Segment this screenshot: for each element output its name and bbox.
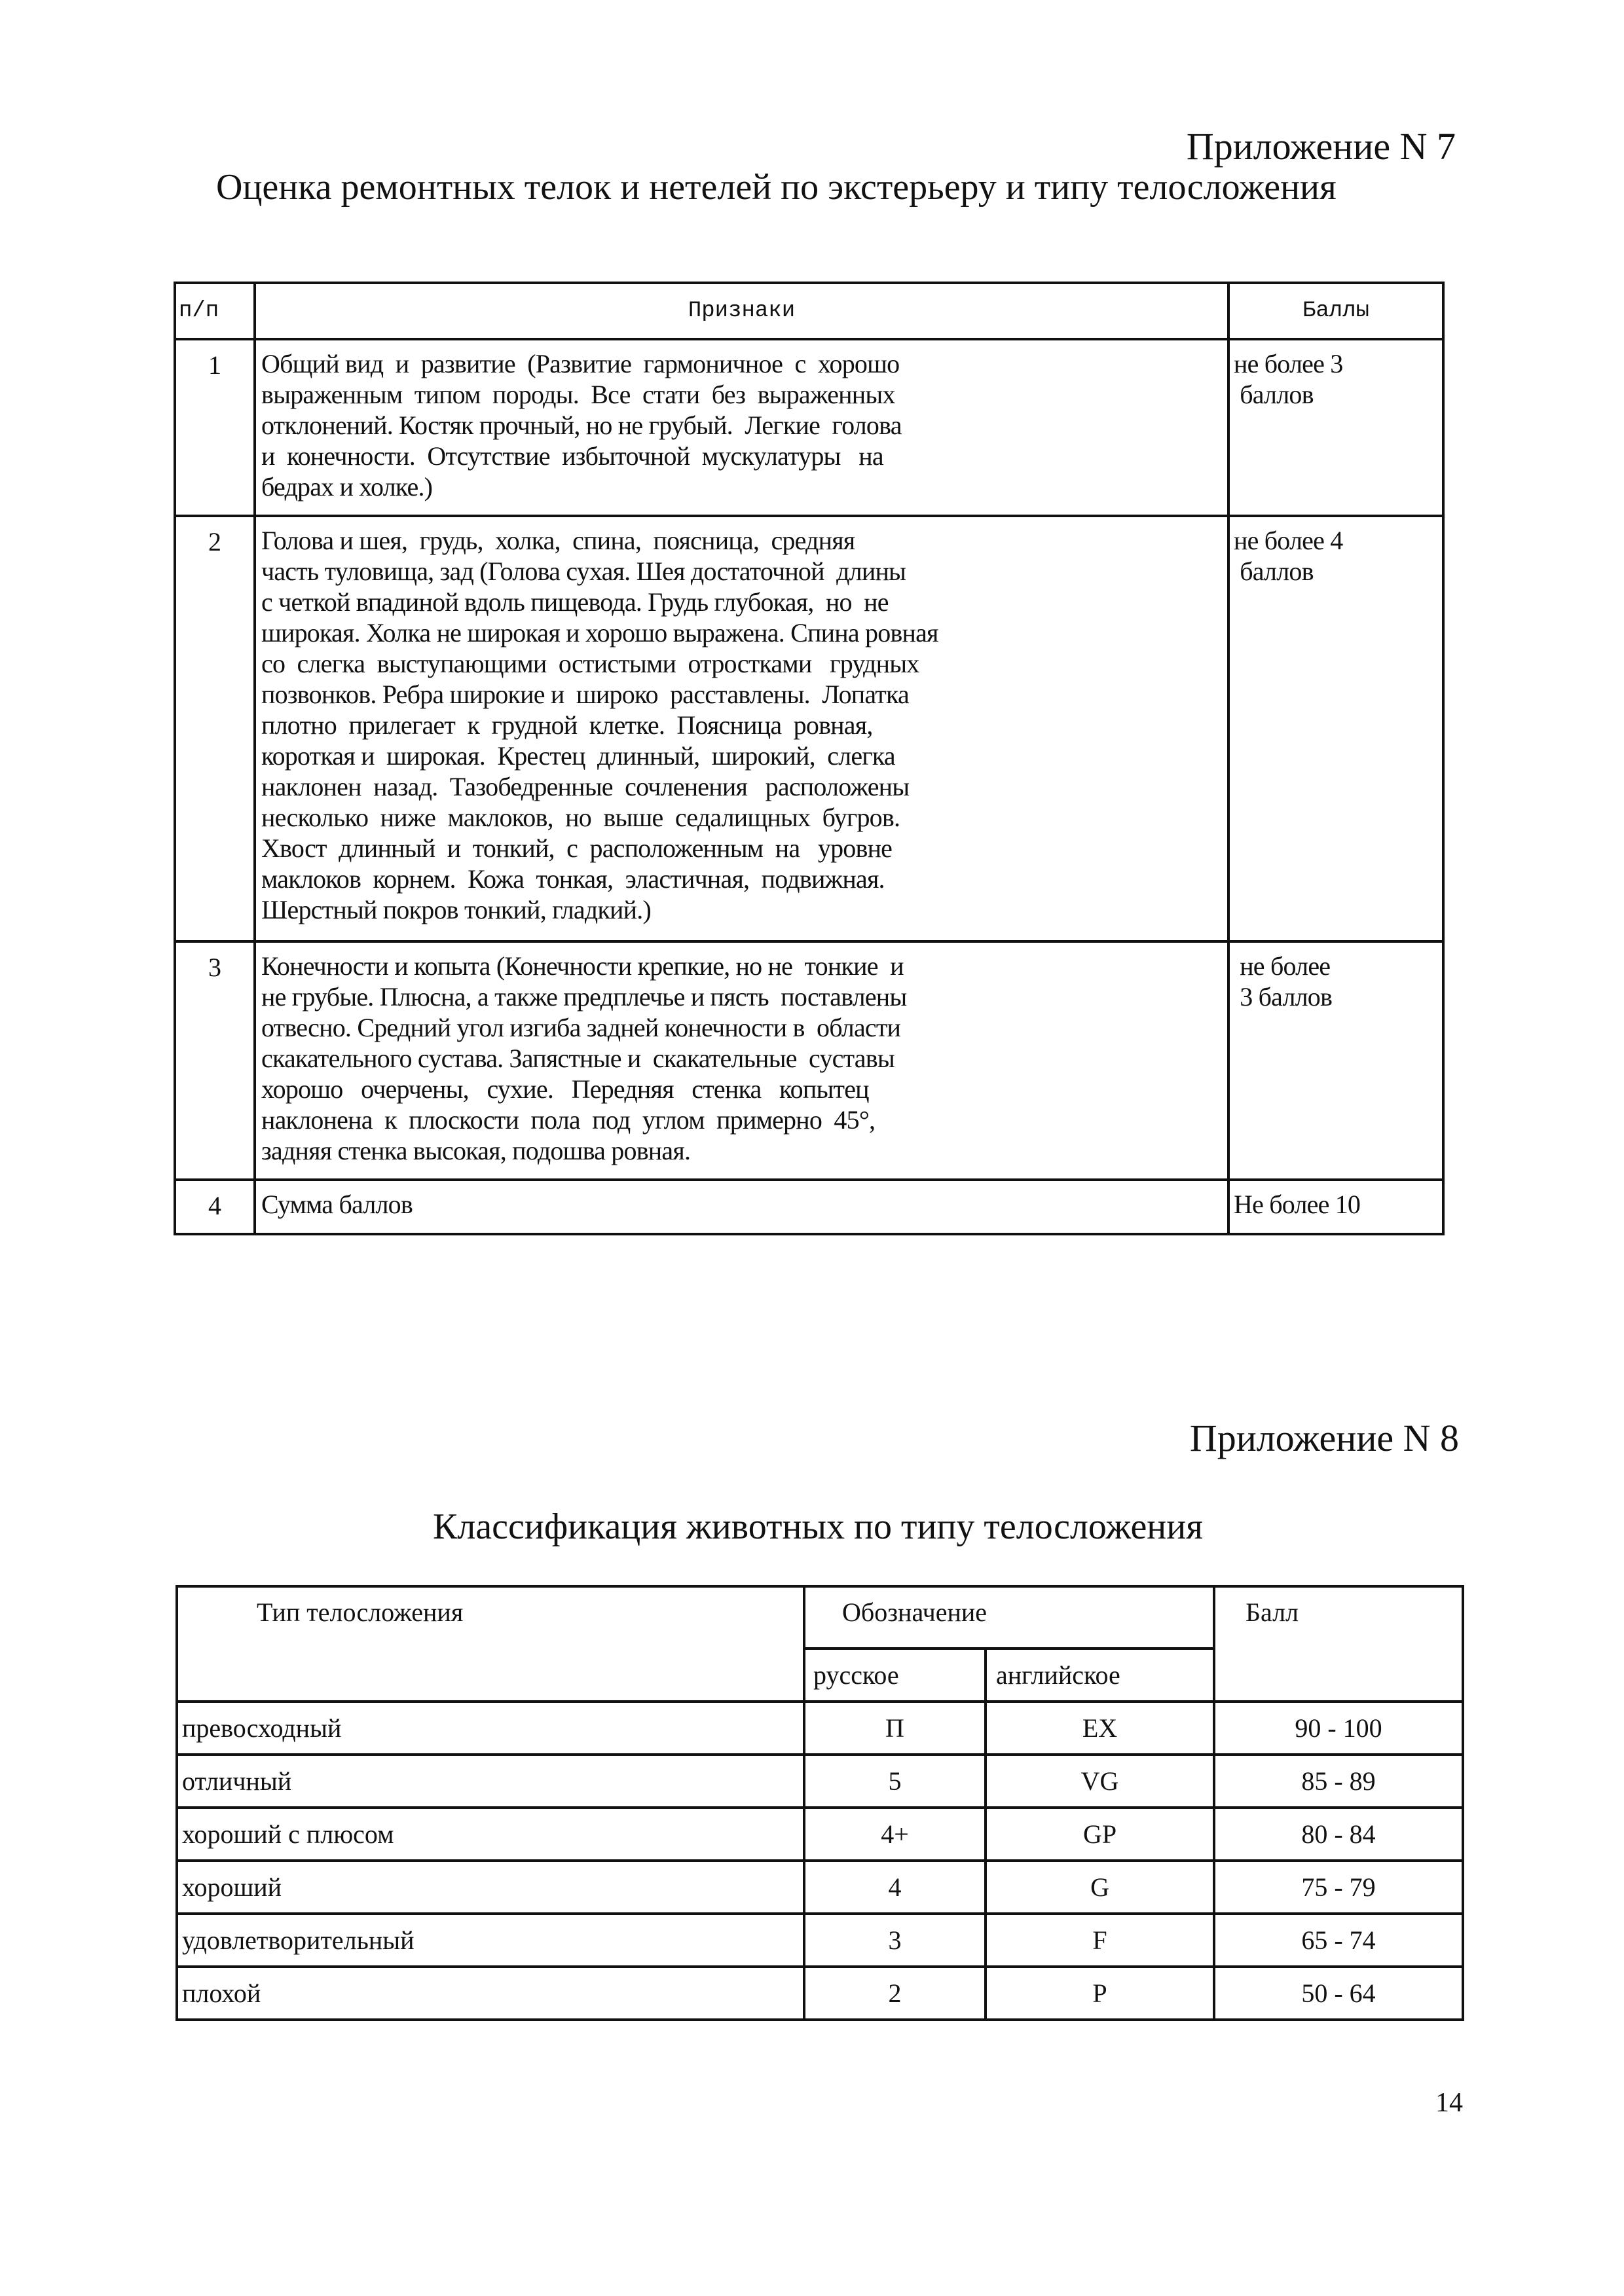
table-row (177, 1914, 1463, 1967)
table-row (177, 1967, 1463, 2020)
table-row (177, 1861, 1463, 1914)
trait-text-line: наклонен назад. Тазобедренные сочленения расположены (261, 772, 910, 801)
table-row (177, 1702, 1463, 1755)
trait-text-line: скакательного сустава. Запястные и скакательные суставы (261, 1044, 895, 1073)
score-range: 75 - 79 (1214, 1861, 1463, 1914)
english-designation: VG (986, 1755, 1214, 1808)
row-points (1228, 339, 1443, 516)
header-points: Баллы (1228, 283, 1443, 339)
score-range: 90 - 100 (1214, 1702, 1463, 1755)
row-number: 1 (175, 339, 255, 516)
trait-text-line: Общий вид и развитие (Развитие гармоничное с хорошо (261, 349, 900, 378)
row-traits (255, 516, 1228, 941)
header-type: Тип телосложения (177, 1586, 804, 1702)
score-range: 80 - 84 (1214, 1808, 1463, 1861)
trait-text-line: задняя стенка высокая, подошва ровная. (261, 1136, 691, 1165)
trait-text-line: широкая. Холка не широкая и хорошо выражена. Спина ровная (261, 618, 938, 647)
trait-text-line: отвесно. Средний угол изгиба задней конечности в области (261, 1013, 901, 1042)
trait-text-line: Конечности и копыта (Конечности крепкие, но не тонкие и (261, 951, 904, 981)
trait-text-line: позвонков. Ребра широкие и широко расставлены. Лопатка (261, 680, 909, 709)
body-type: хороший (177, 1861, 804, 1914)
points-text-line: баллов (1234, 380, 1314, 409)
trait-text-line: не грубые. Плюсна, а также предплечье и пясть поставлены (261, 982, 907, 1011)
row-points (1228, 516, 1443, 941)
english-designation: GP (986, 1808, 1214, 1861)
body-type: хороший с плюсом (177, 1808, 804, 1861)
trait-text-line: Шерстный покров тонкий, гладкий.) (261, 895, 651, 924)
header-russian: русское (804, 1649, 986, 1702)
points-text-line: Не более 10 (1234, 1190, 1361, 1219)
trait-text-line: хорошо очерчены, сухие. Передняя стенка копытец (261, 1074, 869, 1104)
trait-text-line: маклоков корнем. Кожа тонкая, эластичная, подвижная. (261, 864, 885, 894)
trait-text-line: выраженным типом породы. Все стати без выраженных (261, 380, 895, 409)
table-header-row (177, 1586, 1463, 1649)
page-number: 14 (1435, 2088, 1463, 2118)
table-row (177, 1808, 1463, 1861)
body-type: удовлетворительный (177, 1914, 804, 1967)
score-range: 50 - 64 (1214, 1967, 1463, 2020)
trait-text-line: бедрах и холке.) (261, 472, 433, 501)
table-row (177, 1755, 1463, 1808)
english-designation: P (986, 1967, 1214, 2020)
score-range: 85 - 89 (1214, 1755, 1463, 1808)
row-points (1228, 941, 1443, 1180)
trait-text-line: часть туловища, зад (Голова сухая. Шея достаточной длины (261, 556, 906, 586)
row-number: 3 (175, 941, 255, 1180)
russian-designation: 5 (804, 1755, 986, 1808)
table-row (175, 516, 1443, 941)
points-text-line: баллов (1234, 556, 1314, 586)
row-points (1228, 1180, 1443, 1234)
trait-text-line: Голова и шея, грудь, холка, спина, поясница, средняя (261, 526, 855, 555)
points-text-line: не более (1234, 951, 1331, 981)
points-text-line: не более 3 (1234, 349, 1343, 378)
appendix-8-title: Классификация животных по типу телосложения (433, 1506, 1203, 1547)
trait-text-line: Сумма баллов (261, 1190, 413, 1219)
row-number: 4 (175, 1180, 255, 1234)
english-designation: EX (986, 1702, 1214, 1755)
trait-text-line: с четкой впадиной вдоль пищевода. Грудь глубокая, но не (261, 587, 889, 617)
header-designation: Обозначение (804, 1586, 1214, 1649)
appendix-8-label: Приложение N 8 (1189, 1417, 1459, 1459)
trait-text-line: наклонена к плоскости пола под углом примерно 45°, (261, 1105, 876, 1135)
table-row (175, 1180, 1443, 1234)
table-row (175, 339, 1443, 516)
appendix-7-title: Оценка ремонтных телок и нетелей по экстерьеру и типу телосложения (216, 167, 1337, 208)
appendix-7-label: Приложение N 7 (1186, 125, 1456, 168)
trait-text-line: несколько ниже маклоков, но выше седалищных бугров. (261, 803, 900, 832)
header-score: Балл (1214, 1586, 1463, 1702)
russian-designation: 4+ (804, 1808, 986, 1861)
body-type: отличный (177, 1755, 804, 1808)
trait-text-line: короткая и широкая. Крестец длинный, широкий, слегка (261, 741, 895, 771)
header-num: п/п (175, 283, 255, 339)
row-number: 2 (175, 516, 255, 941)
russian-designation: 2 (804, 1967, 986, 2020)
row-traits (255, 339, 1228, 516)
body-type-classification-table (175, 1585, 1464, 2021)
table-row (175, 941, 1443, 1180)
english-designation: F (986, 1914, 1214, 1967)
body-type: плохой (177, 1967, 804, 2020)
trait-text-line: со слегка выступающими остистыми отростками грудных (261, 649, 919, 678)
body-type: превосходный (177, 1702, 804, 1755)
trait-text-line: Хвост длинный и тонкий, с расположенным на уровне (261, 833, 893, 863)
header-traits: Признаки (255, 283, 1228, 339)
english-designation: G (986, 1861, 1214, 1914)
header-english: английское (986, 1649, 1214, 1702)
row-traits (255, 1180, 1228, 1234)
trait-text-line: плотно прилегает к грудной клетке. Поясница ровная, (261, 710, 873, 740)
points-text-line: не более 4 (1234, 526, 1343, 555)
russian-designation: 4 (804, 1861, 986, 1914)
score-range: 65 - 74 (1214, 1914, 1463, 1967)
table-header-row (175, 283, 1443, 339)
russian-designation: 3 (804, 1914, 986, 1967)
russian-designation: П (804, 1702, 986, 1755)
exterior-assessment-table (174, 282, 1445, 1235)
points-text-line: 3 баллов (1234, 982, 1333, 1011)
trait-text-line: и конечности. Отсутствие избыточной мускулатуры на (261, 441, 883, 471)
trait-text-line: отклонений. Костяк прочный, но не грубый. Легкие голова (261, 410, 902, 440)
row-traits (255, 941, 1228, 1180)
